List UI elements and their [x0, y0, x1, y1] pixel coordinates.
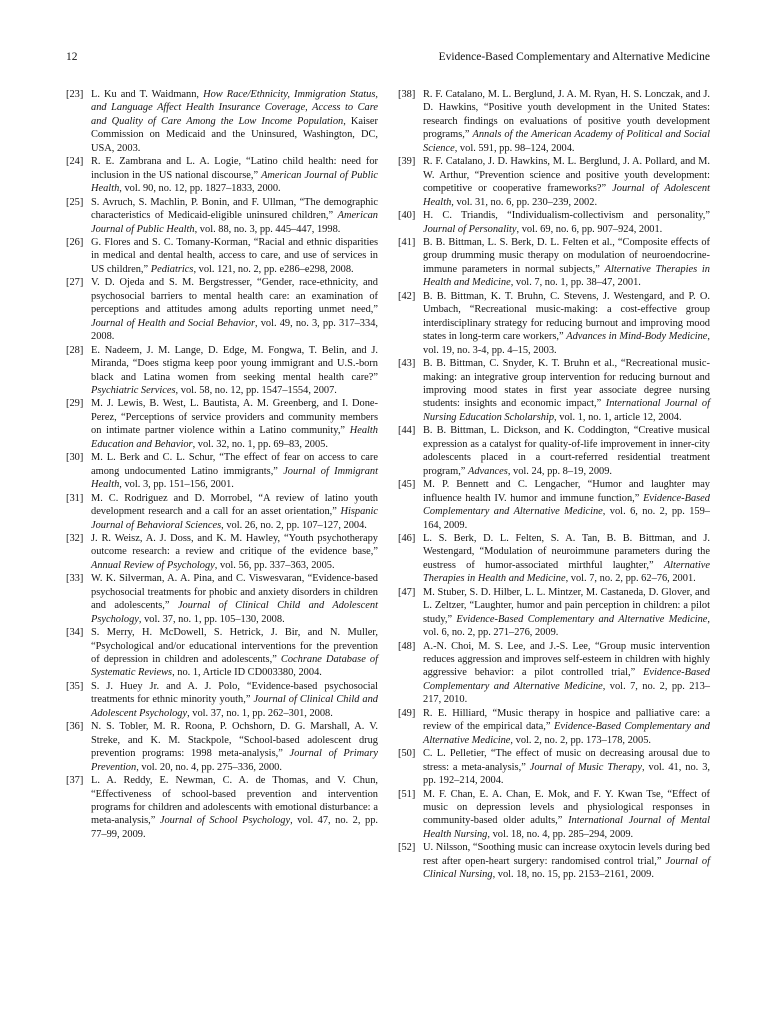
reference-number: [38] [398, 89, 416, 100]
reference-title-italic: Pediatrics [150, 263, 194, 275]
reference-text: V. D. Ojeda and S. M. Bergstresser, “Gender, race-ethnicity, and psychosocial barriers to mental health care: an examination of perceptions and attitudes among adults reporting unmet need,” [91, 277, 378, 316]
reference-number: [37] [66, 775, 84, 787]
reference-title-italic: International Journal of Nursing Education Scholarship [423, 398, 711, 423]
reference-title-italic: American Journal of Public Health [91, 210, 378, 235]
reference-number: [34] [66, 627, 84, 639]
reference-text: , vol. 56, pp. 337–363, 2005. [214, 559, 335, 571]
reference-text: , vol. 49, no. 3, pp. 317–334, 2008. [91, 317, 378, 343]
reference-text: B. B. Bittman, K. T. Bruhn, C. Stevens, J. Westengard, and P. O. Umbach, “Recreational music-making: a cost-effective group interdisciplinary strategy for reducing burnout and improving mood states in long-term care workers,” [423, 290, 710, 343]
reference-number: [39] [398, 156, 416, 168]
reference-text: , vol. 7, no. 1, pp. 38–47, 2001. [510, 277, 641, 289]
reference-title-italic: Annual Review of Psychology [91, 559, 215, 571]
reference-text: , vol. 7, no. 2, pp. 62–76, 2001. [565, 573, 696, 585]
reference-text: , Kaiser Commission on Medicaid and the Uninsured, Washington, DC, USA, 2003. [91, 115, 378, 154]
reference-entry [66, 572, 378, 626]
reference-title-italic: Journal of Adolescent Health [423, 183, 710, 208]
reference-entry [398, 424, 710, 478]
reference-text: M. J. Lewis, B. West, L. Bautista, A. M. Greenberg, and I. Done-Perez, “Perceptions of service providers and community members on intimate partner violence within a Latino community,” [91, 398, 378, 437]
reference-title-italic: Evidence-Based Complementary and Alternative Medicine [423, 492, 710, 518]
reference-title-italic: American Journal of Public Health [91, 169, 378, 195]
reference-number: [29] [66, 398, 84, 410]
reference-entry [398, 747, 710, 787]
reference-text: , vol. 7, no. 2, pp. 213–217, 2010. [423, 680, 711, 706]
reference-text: , vol. 88, no. 3, pp. 445–447, 1998. [194, 223, 341, 235]
reference-text: U. Nilsson, “Soothing music can increase oxytocin levels during bed rest after open-heart surgery: randomised control trial,” [423, 842, 710, 867]
reference-number: [45] [398, 479, 416, 491]
reference-title-italic: Alternative Therapies in Health and Medicine [423, 263, 710, 289]
reference-number: [41] [398, 236, 416, 248]
reference-text: , vol. 90, no. 12, pp. 1827–1833, 2000. [119, 183, 281, 195]
reference-text: , vol. 3, pp. 151–156, 2001. [119, 479, 234, 491]
reference-text: , vol. 18, no. 15, pp. 2153–2161, 2009. [492, 869, 654, 881]
reference-text: E. Nadeem, J. M. Lange, D. Edge, M. Fongwa, T. Belin, and J. Miranda, “Does stigma keep poor young immigrant and U.S.-born black and Latina women from seeking mental health care?” [91, 344, 378, 383]
reference-number: [33] [66, 573, 84, 585]
reference-entry [398, 236, 710, 290]
reference-text: G. Flores and S. C. Tomany-Korman, “Racial and ethnic disparities in medical and dental health, access to care, and use of services in US children,” [91, 236, 378, 275]
reference-text: B. B. Bittman, L. Dickson, and K. Coddington, “Creative musical expression as a catalyst for quality-of-life improvement in inner-city adolescents placed in a court-referred residential treatment program,” [423, 425, 710, 477]
reference-entry [66, 397, 378, 451]
reference-text: R. F. Catalano, J. D. Hawkins, M. L. Berglund, J. A. Pollard, and M. W. Arthur, “Prevention science and positive youth development: competitive or cooperative frameworks?” [423, 156, 710, 195]
reference-text: , no. 1, Article ID CD003380, 2004. [172, 667, 322, 679]
reference-title-italic: Journal of Primary Prevention [91, 748, 379, 773]
reference-text: L. S. Berk, D. L. Felten, S. A. Tan, B. B. Bittman, and J. Westengard, “Modulation of neuroimmune parameters during the eustress of humor-associated mirthful laughter,” [423, 532, 710, 571]
reference-number: [43] [398, 358, 416, 370]
reference-number: [51] [398, 788, 416, 800]
reference-text: R. F. Catalano, M. L. Berglund, J. A. M. Ryan, H. S. Lonczak, and J. D. Hawkins, “Positive youth development in the United States: research findings on evaluations of positive youth development programs,” [423, 89, 710, 141]
reference-entry [66, 492, 378, 532]
reference-number: [25] [66, 196, 84, 208]
reference-title-italic: Advances in Mind-Body Medicine [566, 331, 708, 343]
reference-number: [28] [66, 344, 84, 356]
reference-number: [46] [398, 532, 416, 544]
reference-text: M. P. Bennett and C. Lengacher, “Humor and laughter may influence health IV. humor and immune function,” [423, 479, 710, 504]
reference-text: M. C. Rodriguez and D. Morrobel, “A review of latino youth development research and a call for an asset orientation,” [91, 492, 378, 518]
reference-title-italic: Journal of Health and Social Behavior [91, 317, 255, 329]
reference-text: S. Merry, H. McDowell, S. Hetrick, J. Bir, and N. Muller, “Psychological and/or educational interventions for the prevention of depression in children and adolescents,” [91, 627, 378, 666]
running-head: Evidence-Based Complementary and Alternative Medicine [438, 51, 710, 63]
references-section [66, 88, 710, 882]
reference-text: W. K. Silverman, A. A. Pina, and C. Viswesvaran, “Evidence-based psychosocial treatments for phobic and anxiety disorders in children and adolescents,” [91, 573, 378, 612]
reference-entry [398, 532, 710, 586]
reference-text: , vol. 26, no. 2, pp. 107–127, 2004. [221, 519, 367, 531]
reference-number: [26] [66, 236, 84, 248]
reference-title-italic: How Race/Ethnicity, Immigration Status, and Language Affect Health Insurance Coverage, Access to Care and Quality of Care Among the Low Income Population [91, 89, 378, 127]
reference-text: , vol. 18, no. 4, pp. 285–294, 2009. [487, 828, 634, 840]
reference-text: L. A. Reddy, E. Newman, C. A. de Thomas, and V. Chun, “Effectiveness of school-based prevention and intervention programs for children and adolescents with emotional disturbance: a meta-analysis,” [91, 775, 378, 827]
reference-entry [398, 209, 710, 236]
reference-entry [66, 196, 378, 236]
reference-title-italic: Evidence-Based Complementary and Alternative Medicine [456, 613, 708, 625]
reference-title-italic: Journal of School Psychology [159, 815, 291, 827]
reference-text: , vol. 20, no. 4, pp. 275–336, 2000. [136, 761, 282, 773]
reference-number: [44] [398, 425, 416, 437]
reference-text: , vol. 19, no. 3-4, pp. 4–15, 2003. [423, 331, 710, 356]
reference-title-italic: Evidence-Based Complementary and Alternative Medicine [423, 667, 710, 692]
reference-text: H. C. Triandis, “Individualism-collectivism and personality,” [423, 210, 710, 222]
reference-number: [32] [66, 532, 84, 544]
reference-title-italic: Evidence-Based Complementary and Alternative Medicine [423, 721, 710, 746]
reference-text: , vol. 41, no. 3, pp. 192–214, 2004. [423, 761, 710, 787]
reference-text: , vol. 591, pp. 98–124, 2004. [454, 142, 575, 154]
reference-text: , vol. 47, no. 2, pp. 77–99, 2009. [91, 815, 378, 840]
reference-entry [398, 155, 710, 209]
reference-entry [398, 788, 710, 842]
reference-entry [66, 344, 378, 398]
reference-text: , vol. 37, no. 1, pp. 262–301, 2008. [187, 707, 333, 719]
reference-number: [31] [66, 492, 84, 504]
reference-title-italic: Journal of Clinical Child and Adolescent Psychology [91, 694, 378, 719]
reference-title-italic: Psychiatric Services [91, 384, 176, 396]
reference-text: , vol. 69, no. 6, pp. 907–924, 2001. [516, 223, 663, 235]
reference-text: L. Ku and T. Waidmann, [91, 89, 204, 100]
reference-text: , vol. 2, no. 2, pp. 173–178, 2005. [510, 734, 651, 746]
reference-number: [49] [398, 707, 416, 719]
reference-entry [398, 841, 710, 881]
reference-number: [52] [398, 842, 416, 854]
reference-entry [398, 357, 710, 424]
reference-title-italic: Alternative Therapies in Health and Medicine [423, 559, 710, 585]
reference-title-italic: Journal of Clinical Child and Adolescent Psychology [91, 600, 378, 625]
reference-number: [47] [398, 586, 416, 598]
reference-number: [40] [398, 210, 416, 222]
reference-number: [50] [398, 748, 416, 760]
reference-text: R. E. Zambrana and L. A. Logie, “Latino child health: need for inclusion in the US national discourse,” [91, 156, 378, 181]
reference-text: , vol. 121, no. 2, pp. e286–e298, 2008. [193, 263, 354, 275]
reference-entry [66, 88, 378, 155]
reference-entry [66, 626, 378, 680]
reference-entry [398, 586, 710, 640]
reference-title-italic: International Journal of Mental Health Nursing [423, 815, 710, 840]
reference-entry [398, 88, 710, 155]
reference-title-italic: Advances [468, 465, 508, 477]
reference-title-italic: Journal of Clinical Nursing [423, 855, 710, 881]
reference-entry [66, 155, 378, 195]
reference-text: R. E. Hilliard, “Music therapy in hospice and palliative care: a review of the empirical data,” [423, 707, 710, 733]
reference-number: [35] [66, 680, 84, 692]
reference-number: [42] [398, 290, 416, 302]
reference-number: [27] [66, 277, 84, 289]
reference-title-italic: Journal of Immigrant Health [91, 465, 378, 491]
reference-text: , vol. 32, no. 1, pp. 69–83, 2005. [192, 438, 328, 450]
reference-text: M. L. Berk and C. L. Schur, “The effect of fear on access to care among undocumented Latino immigrants,” [91, 452, 378, 477]
reference-entry [66, 680, 378, 720]
reference-title-italic: Cochrane Database of Systematic Reviews [91, 654, 378, 679]
reference-entry [66, 774, 378, 841]
reference-text: , vol. 37, no. 1, pp. 105–130, 2008. [138, 613, 285, 625]
reference-title-italic: Journal of Personality [423, 223, 517, 235]
reference-text: J. R. Weisz, A. J. Doss, and K. M. Hawley, “Youth psychotherapy outcome research: a review and critique of the evidence base,” [91, 532, 378, 558]
reference-entry [398, 707, 710, 747]
references-column-right [398, 88, 710, 882]
reference-text: , vol. 58, no. 12, pp. 1547–1554, 2007. [175, 384, 337, 396]
page-header [66, 50, 710, 64]
reference-text: , vol. 6, no. 2, pp. 271–276, 2009. [423, 613, 710, 639]
reference-entry [398, 478, 710, 532]
reference-title-italic: Journal of Music Therapy [529, 761, 642, 773]
reference-text: B. B. Bittman, L. S. Berk, D. L. Felten et al., “Composite effects of group drumming music therapy on modulation of neuroendocrine-immune parameters in normal subjects,” [423, 236, 710, 275]
reference-entry [398, 640, 710, 707]
reference-number: [23] [66, 89, 84, 100]
reference-number: [48] [398, 640, 416, 652]
reference-text: N. S. Tobler, M. R. Roona, P. Ochshorn, D. G. Marshall, A. V. Streke, and K. M. Stackpole, “School-based adolescent drug prevention programs: 1998 meta-analysis,” [91, 721, 378, 760]
reference-entry [398, 290, 710, 357]
reference-text: B. B. Bittman, C. Snyder, K. T. Bruhn et al., “Recreational music-making: an integrative group intervention for reducing burnout and improving mood states in first year associate degree nursing students: insights and economic impact,” [423, 358, 710, 410]
reference-text: A.-N. Choi, M. S. Lee, and J.-S. Lee, “Group music intervention reduces aggression and improves self-esteem in children with highly aggressive behavior: a pilot controlled trial,” [423, 640, 710, 679]
reference-text: C. L. Pelletier, “The effect of music on decreasing arousal due to stress: a meta-analysis,” [423, 748, 710, 773]
reference-entry [66, 276, 378, 343]
page-number: 12 [66, 51, 78, 63]
reference-title-italic: Hispanic Journal of Behavioral Sciences [91, 506, 378, 531]
reference-text: M. Stuber, S. D. Hilber, L. L. Mintzer, M. Castaneda, D. Glover, and L. Zeltzer, “Laughter, humor and pain perception in children: a pilot study,” [423, 586, 710, 625]
reference-title-italic: Annals of the American Academy of Political and Social Science [423, 129, 710, 154]
reference-number: [36] [66, 721, 84, 733]
reference-entry [66, 720, 378, 774]
reference-entry [66, 532, 378, 572]
reference-text: , vol. 1, no. 1, article 12, 2004. [554, 411, 682, 423]
references-column-left [66, 88, 378, 882]
reference-number: [30] [66, 452, 84, 464]
reference-text: , vol. 31, no. 6, pp. 230–239, 2002. [451, 196, 598, 208]
reference-entry [66, 451, 378, 491]
reference-text: S. Avruch, S. Machlin, P. Bonin, and F. Ullman, “The demographic characteristics of Medicaid-eligible uninsured children,” [91, 196, 378, 222]
reference-text: , vol. 6, no. 2, pp. 159–164, 2009. [423, 506, 711, 531]
reference-title-italic: Health Education and Behavior [91, 425, 378, 450]
reference-entry [66, 236, 378, 276]
reference-text: S. J. Huey Jr. and A. J. Polo, “Evidence-based psychosocial treatments for ethnic minority youth,” [91, 680, 378, 706]
reference-text: , vol. 24, pp. 8–19, 2009. [507, 465, 613, 477]
reference-number: [24] [66, 156, 84, 168]
reference-text: M. F. Chan, E. A. Chan, E. Mok, and F. Y. Kwan Tse, “Effect of music on depression levels and physiological responses in community-based older adults,” [423, 788, 710, 827]
